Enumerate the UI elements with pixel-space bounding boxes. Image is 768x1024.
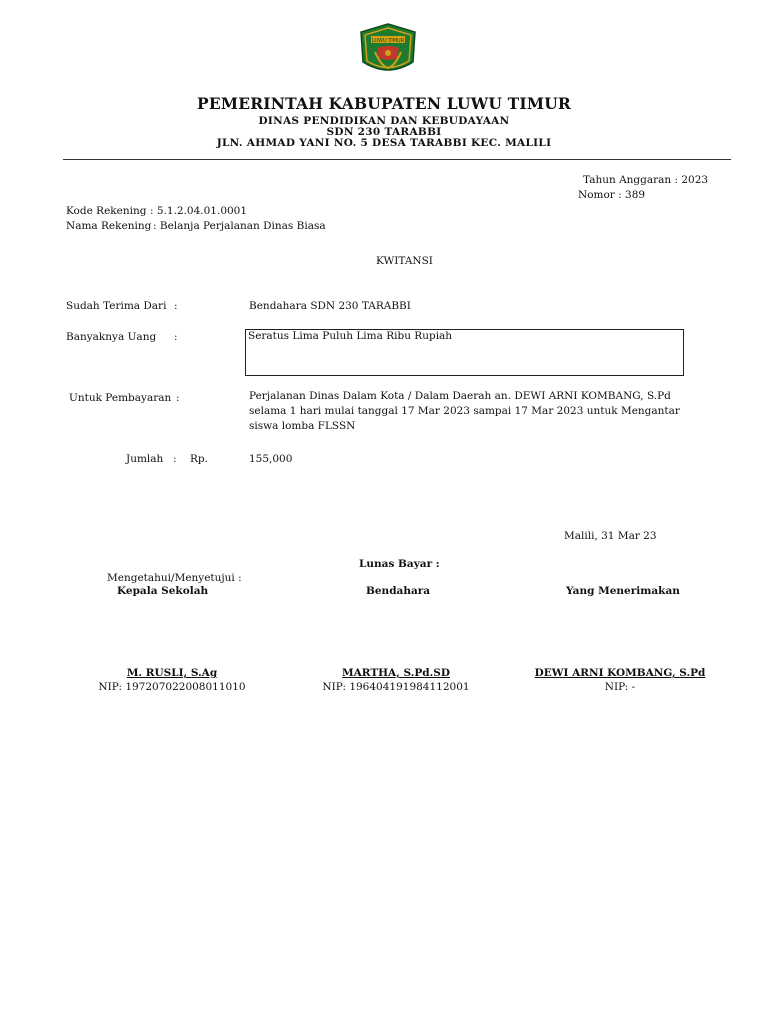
school-address: JLN. AHMAD YANI NO. 5 DESA TARABBI KEC. MALILI	[216, 137, 552, 149]
jumlah-colon: :	[173, 453, 177, 465]
kode-rekening-value: : 5.1.2.04.01.0001	[150, 205, 248, 217]
document-title: KWITANSI	[376, 255, 433, 267]
untuk-pembayaran-value: Perjalanan Dinas Dalam Kota / Dalam Daerah an. DEWI ARNI KOMBANG, S.Pd selama 1 hari mulai tanggal 17 Mar 2023 sampai 17 Mar 2023 untuk Mengantar siswa lomba FLSSN	[249, 390, 680, 432]
penerima-name: DEWI ARNI KOMBANG, S.Pd	[534, 667, 706, 679]
currency-label: Rp.	[190, 453, 208, 465]
banyaknya-uang-colon: :	[174, 331, 178, 343]
kepala-sekolah-nip: NIP: 197207022008011010	[98, 681, 246, 693]
penerima-nip: NIP: -	[604, 681, 636, 693]
header-divider	[63, 159, 731, 160]
amount-in-words-box	[245, 329, 684, 376]
government-title: PEMERINTAH KABUPATEN LUWU TIMUR	[196, 94, 572, 113]
bendahara-name: MARTHA, S.Pd.SD	[342, 667, 450, 679]
luwu-timur-logo	[357, 22, 419, 78]
tahun-anggaran: Tahun Anggaran : 2023	[583, 174, 709, 186]
school-name: SDN 230 TARABBI	[326, 126, 442, 138]
nama-rekening-value: : Belanja Perjalanan Dinas Biasa	[153, 220, 326, 232]
jumlah-value: 155,000	[249, 453, 293, 465]
lunas-bayar: Lunas Bayar :	[359, 558, 440, 570]
department-title: DINAS PENDIDIKAN DAN KEBUDAYAAN	[258, 115, 510, 127]
bendahara-title: Bendahara	[366, 585, 431, 597]
sudah-terima-label: Sudah Terima Dari	[66, 300, 167, 312]
logo-text: LUWU TIMUR	[371, 38, 405, 44]
kepala-sekolah-title: Kepala Sekolah	[117, 585, 209, 597]
untuk-pembayaran-label: Untuk Pembayaran	[69, 392, 172, 404]
nama-rekening-label: Nama Rekening	[66, 220, 152, 232]
amount-in-words: Seratus Lima Puluh Lima Ribu Rupiah	[248, 330, 453, 342]
kepala-sekolah-name: M. RUSLI, S.Ag	[126, 667, 218, 679]
kode-rekening-label: Kode Rekening	[66, 205, 147, 217]
place-date: Malili, 31 Mar 23	[564, 530, 657, 542]
penerima-title: Yang Menerimakan	[566, 585, 680, 597]
sudah-terima-colon: :	[174, 300, 178, 312]
untuk-pembayaran-colon: :	[176, 392, 180, 404]
jumlah-label: Jumlah	[126, 453, 164, 465]
bendahara-nip: NIP: 196404191984112001	[322, 681, 470, 693]
banyaknya-uang-label: Banyaknya Uang	[66, 331, 157, 343]
mengetahui-label: Mengetahui/Menyetujui :	[107, 572, 242, 584]
nomor: Nomor : 389	[578, 189, 646, 201]
sudah-terima-value: Bendahara SDN 230 TARABBI	[249, 300, 411, 312]
